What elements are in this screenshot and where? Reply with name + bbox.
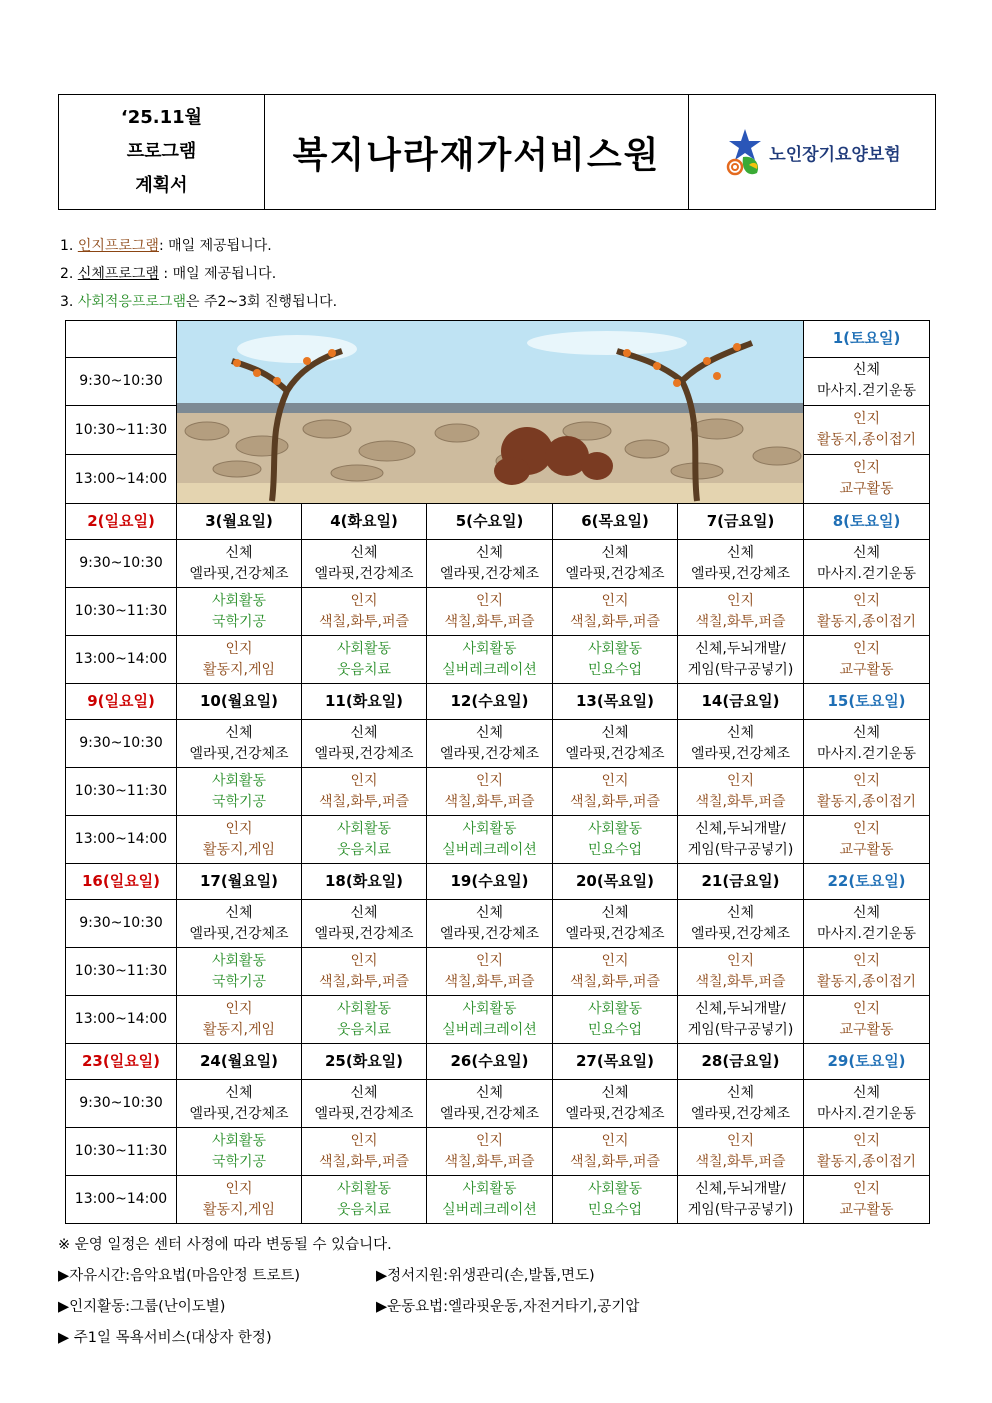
program-cell: 인지 활동지,게임: [177, 1176, 302, 1224]
time-slot-3: 13:00~14:00: [66, 1176, 177, 1224]
program-cell: 신체,두뇌개발/ 게임(탁구공넣기): [678, 636, 804, 684]
day-header: 14(금요일): [678, 684, 804, 720]
title-box: [58, 94, 936, 210]
plan-line-doc: 계획서: [135, 175, 188, 196]
program-cell: 신체 엘라핏,건강체조: [302, 1080, 427, 1128]
program-cell: 사회활동 웃음치료: [302, 1176, 427, 1224]
time-slot-2: 10:30~11:30: [66, 1128, 177, 1176]
program-cell: 신체 마사지.걷기운동: [804, 900, 930, 948]
program-cell: 신체 엘라핏,건강체조: [553, 720, 678, 768]
day-header: 10(월요일): [177, 684, 302, 720]
plan-label: [59, 95, 265, 209]
program-cell: 인지 색칠,화투,퍼즐: [302, 768, 427, 816]
program-cell: 인지 색칠,화투,퍼즐: [427, 948, 553, 996]
program-cell: 신체 엘라핏,건강체조: [427, 720, 553, 768]
star-leaf-logo-icon: [723, 127, 765, 177]
program-cell: 신체 엘라핏,건강체조: [302, 900, 427, 948]
program-cell: 사회활동 실버레크레이션: [427, 636, 553, 684]
program-cell: 신체,두뇌개발/ 게임(탁구공넣기): [678, 1176, 804, 1224]
program-cell: 사회활동 웃음치료: [302, 816, 427, 864]
program-cell: 인지 색칠,화투,퍼즐: [678, 1128, 804, 1176]
program-cell: 신체 엘라핏,건강체조: [177, 1080, 302, 1128]
program-cell: 신체 엘라핏,건강체조: [177, 720, 302, 768]
logo-area: [689, 95, 935, 209]
time-slot-1: 9:30~10:30: [66, 720, 177, 768]
program-cell: 신체 엘라핏,건강체조: [427, 540, 553, 588]
day-header: 3(월요일): [177, 504, 302, 540]
program-cell: 사회활동 민요수업: [553, 816, 678, 864]
program-cell: 인지 색칠,화투,퍼즐: [302, 948, 427, 996]
note-label: 인지프로그램: [77, 238, 159, 254]
program-cell: 사회활동 웃음치료: [302, 996, 427, 1044]
day-header-sat: 15(토요일): [804, 684, 930, 720]
time-slot-2: 10:30~11:30: [66, 588, 177, 636]
program-cell: 인지 색칠,화투,퍼즐: [302, 588, 427, 636]
program-cell: 인지 교구활동: [804, 816, 930, 864]
day-header: 25(화요일): [302, 1044, 427, 1080]
program-cell: 신체 엘라핏,건강체조: [302, 720, 427, 768]
program-cell: 신체 엘라핏,건강체조: [553, 540, 678, 588]
day-header: 11(화요일): [302, 684, 427, 720]
program-cell: 신체 엘라핏,건강체조: [302, 540, 427, 588]
autumn-illustration: [177, 321, 804, 504]
plan-line-period: ‘25.11월: [120, 107, 203, 128]
program-cell: 신체 엘라핏,건강체조: [427, 900, 553, 948]
time-slot-3: 13:00~14:00: [66, 455, 177, 504]
program-cell: 신체 마사지.걷기운동: [804, 720, 930, 768]
program-cell: 인지 교구활동: [804, 636, 930, 684]
program-cell: 신체 마사지.걷기운동: [804, 540, 930, 588]
autumn-wall-illustration: [177, 321, 804, 503]
day-header-sun: 16(일요일): [66, 864, 177, 900]
day-header-sun: 2(일요일): [66, 504, 177, 540]
program-cell: 인지 활동지,게임: [177, 636, 302, 684]
day-header: 7(금요일): [678, 504, 804, 540]
footer-cognitive-activity: ▶인지활동:그룹(난이도별): [58, 1299, 226, 1315]
day-header: 26(수요일): [427, 1044, 553, 1080]
program-cell: 신체 마사지.걷기운동: [804, 1080, 930, 1128]
program-cell: 신체 엘라핏,건강체조: [177, 900, 302, 948]
footer-notes: [58, 1230, 938, 1354]
note-label: 사회적응프로그램: [77, 294, 187, 310]
day-header-sat: 1(토요일): [804, 321, 930, 358]
program-cell: 인지 색칠,화투,퍼즐: [302, 1128, 427, 1176]
time-slot-1: 9:30~10:30: [66, 900, 177, 948]
note-social: 3. 사회적응프로그램은 주2~3회 진행됩니다.: [60, 294, 338, 310]
note-physical: 2. 신체프로그램 : 매일 제공됩니다.: [60, 266, 277, 282]
day-header-sun: 23(일요일): [66, 1044, 177, 1080]
program-cell: 신체 엘라핏,건강체조: [678, 540, 804, 588]
day-header-sat: 22(토요일): [804, 864, 930, 900]
day-header: 4(화요일): [302, 504, 427, 540]
program-cell: 신체,두뇌개발/ 게임(탁구공넣기): [678, 996, 804, 1044]
program-cell: 신체 엘라핏,건강체조: [553, 1080, 678, 1128]
program-cell: 사회활동 실버레크레이션: [427, 1176, 553, 1224]
insurance-logo: [723, 127, 900, 177]
program-cell: 사회활동 국학기공: [177, 1128, 302, 1176]
time-slot-3: 13:00~14:00: [66, 636, 177, 684]
day-header-sat: 8(토요일): [804, 504, 930, 540]
program-cell: 신체 엘라핏,건강체조: [177, 540, 302, 588]
program-cell: 인지 활동지,종이접기: [804, 948, 930, 996]
time-slot-3: 13:00~14:00: [66, 816, 177, 864]
center-name: 복지나라재가서비스원: [265, 95, 689, 209]
day-header: 12(수요일): [427, 684, 553, 720]
program-cell: 인지 색칠,화투,퍼즐: [678, 588, 804, 636]
program-cell: 사회활동 실버레크레이션: [427, 816, 553, 864]
program-cell: 인지 색칠,화투,퍼즐: [553, 1128, 678, 1176]
program-cell: 인지 색칠,화투,퍼즐: [678, 948, 804, 996]
day-header: 28(금요일): [678, 1044, 804, 1080]
program-cell: 사회활동 민요수업: [553, 1176, 678, 1224]
program-cell: 신체 엘라핏,건강체조: [678, 1080, 804, 1128]
logo-text: 노인장기요양보험: [769, 144, 901, 165]
schedule-change-notice: ※ 운영 일정은 센터 사정에 따라 변동될 수 있습니다.: [58, 1237, 392, 1253]
program-cell: 인지 활동지,게임: [177, 996, 302, 1044]
program-cell: 인지 색칠,화투,퍼즐: [678, 768, 804, 816]
program-cell: 인지 색칠,화투,퍼즐: [427, 1128, 553, 1176]
empty-corner: [66, 321, 177, 358]
footer-free-time: ▶자유시간:음악요법(마음안정 트로트): [58, 1268, 301, 1284]
program-cell: 인지 교구활동: [804, 996, 930, 1044]
program-cell-physical: 신체 마사지.걷기운동: [804, 357, 930, 406]
note-cognitive: 1. 인지프로그램: 매일 제공됩니다.: [60, 238, 272, 254]
program-notes: [60, 232, 337, 316]
program-cell: 사회활동 국학기공: [177, 588, 302, 636]
program-cell: 사회활동 웃음치료: [302, 636, 427, 684]
day-header: 24(월요일): [177, 1044, 302, 1080]
time-slot-2: 10:30~11:30: [66, 406, 177, 455]
day-header: 19(수요일): [427, 864, 553, 900]
time-slot-1: 9:30~10:30: [66, 540, 177, 588]
note-label: 신체프로그램: [77, 266, 159, 282]
program-cell: 인지 활동지,게임: [177, 816, 302, 864]
time-slot-1: 9:30~10:30: [66, 357, 177, 406]
program-cell: 사회활동 국학기공: [177, 948, 302, 996]
day-header: 13(목요일): [553, 684, 678, 720]
plan-line-program: 프로그램: [126, 141, 197, 162]
program-cell: 인지 색칠,화투,퍼즐: [553, 588, 678, 636]
day-header: 21(금요일): [678, 864, 804, 900]
time-slot-2: 10:30~11:30: [66, 948, 177, 996]
program-cell: 신체 엘라핏,건강체조: [427, 1080, 553, 1128]
program-cell-cognitive: 인지 교구활동: [804, 455, 930, 504]
program-cell: 신체 엘라핏,건강체조: [678, 720, 804, 768]
program-cell: 신체 엘라핏,건강체조: [553, 900, 678, 948]
day-header: 17(월요일): [177, 864, 302, 900]
day-header: 20(목요일): [553, 864, 678, 900]
time-slot-2: 10:30~11:30: [66, 768, 177, 816]
program-cell: 인지 활동지,종이접기: [804, 1128, 930, 1176]
program-cell: 인지 색칠,화투,퍼즐: [427, 588, 553, 636]
day-header-sun: 9(일요일): [66, 684, 177, 720]
program-cell: 사회활동 국학기공: [177, 768, 302, 816]
time-slot-3: 13:00~14:00: [66, 996, 177, 1044]
program-cell: 인지 색칠,화투,퍼즐: [427, 768, 553, 816]
footer-emotional-support: ▶정서지원:위생관리(손,발톱,면도): [376, 1268, 595, 1284]
footer-exercise-therapy: ▶운동요법:엘라핏운동,자전거타기,공기압: [376, 1299, 640, 1315]
program-cell: 인지 교구활동: [804, 1176, 930, 1224]
day-header: 5(수요일): [427, 504, 553, 540]
program-cell: 인지 색칠,화투,퍼즐: [553, 768, 678, 816]
program-cell-cognitive: 인지 활동지,종이접기: [804, 406, 930, 455]
day-header: 6(목요일): [553, 504, 678, 540]
program-cell: 인지 색칠,화투,퍼즐: [553, 948, 678, 996]
program-cell: 인지 활동지,종이접기: [804, 588, 930, 636]
program-cell: 신체,두뇌개발/ 게임(탁구공넣기): [678, 816, 804, 864]
program-cell: 사회활동 민요수업: [553, 636, 678, 684]
time-slot-1: 9:30~10:30: [66, 1080, 177, 1128]
day-header: 18(화요일): [302, 864, 427, 900]
program-cell: 사회활동 민요수업: [553, 996, 678, 1044]
footer-bath-service: ▶ 주1일 목욕서비스(대상자 한정): [58, 1330, 272, 1346]
day-header: 27(목요일): [553, 1044, 678, 1080]
program-cell: 신체 엘라핏,건강체조: [678, 900, 804, 948]
schedule-table: [65, 320, 930, 1224]
program-cell: 사회활동 실버레크레이션: [427, 996, 553, 1044]
day-header-sat: 29(토요일): [804, 1044, 930, 1080]
program-cell: 인지 활동지,종이접기: [804, 768, 930, 816]
